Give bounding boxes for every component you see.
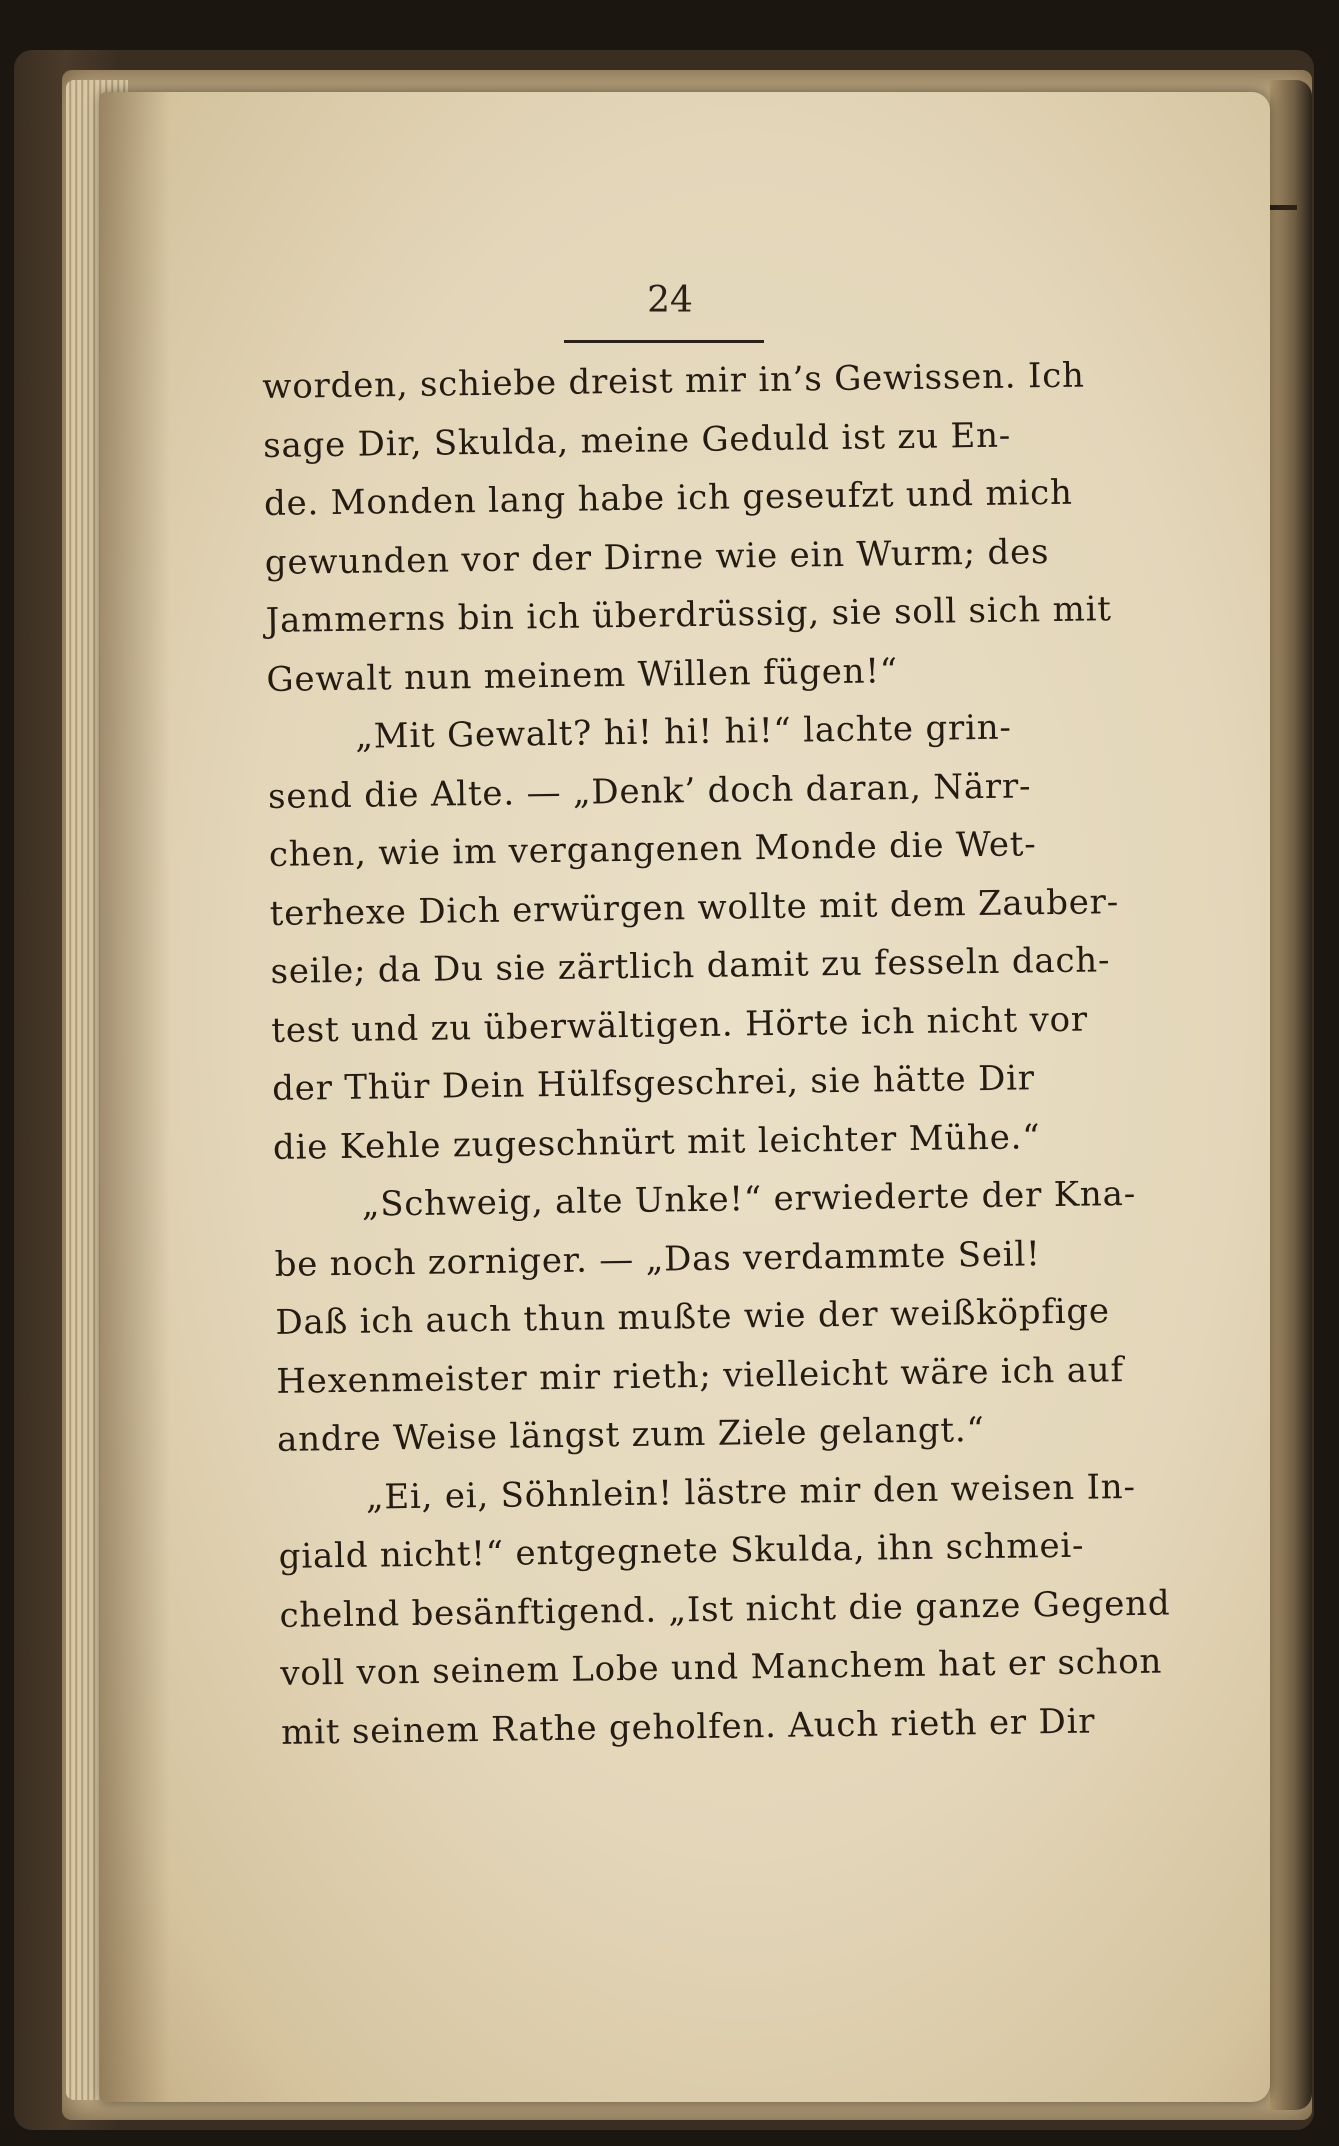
body-text: [262, 346, 1171, 1762]
text-line: gewunden vor der Dirne wie ein Wurm; des: [264, 531, 1050, 583]
text-line: de. Monden lang habe ich geseufzt und mich: [263, 472, 1073, 524]
gutter-shadow: [100, 92, 170, 2102]
text-line: die Kehle zugeschnürt mit leichter Mühe.“: [272, 1116, 1041, 1168]
text-line: giald nicht!“ entgegnete Skulda, ihn schmei-: [278, 1525, 1085, 1577]
text-line: Daß ich auch thun mußte wie der weißköpfige: [275, 1291, 1111, 1343]
header-rule: [564, 340, 764, 343]
text-line: andre Weise längst zum Ziele gelangt.“: [276, 1410, 985, 1460]
text-line: Hexenmeister mir rieth; vielleicht wäre ich auf: [276, 1349, 1125, 1402]
text-line: sage Dir, Skulda, meine Geduld ist zu En-: [262, 415, 1012, 466]
text-line: be noch zorniger. — „Das verdammte Seil!: [274, 1233, 1041, 1285]
text-line: chen, wie im vergangenen Monde die Wet-: [268, 824, 1037, 875]
text-line: worden, schiebe dreist mir in’s Gewissen. Ich: [262, 355, 1086, 407]
text-line: voll von seinem Lobe und Manchem hat er schon: [280, 1641, 1163, 1694]
text-line: send die Alte. — „Denk’ doch daran, Närr-: [267, 765, 1032, 817]
text-line: terhexe Dich erwürgen wollte mit dem Zauber-: [269, 881, 1120, 934]
text-line: „Schweig, alte Unke!“ erwiederte der Kna-: [361, 1173, 1137, 1225]
text-line: Jammerns bin ich überdrüssig, sie soll sich mit: [265, 589, 1113, 641]
page-number: 24: [647, 280, 693, 321]
text-line: der Thür Dein Hülfsgeschrei, sie hätte Dir: [271, 1058, 1036, 1109]
text-line: „Mit Gewalt? hi! hi! hi!“ lachte grin-: [355, 707, 1012, 757]
right-book-edge: [1270, 80, 1312, 2110]
text-line: „Ei, ei, Söhnlein! lästre mir den weisen In-: [365, 1466, 1137, 1518]
text-line: chelnd besänftigend. „Ist nicht die ganze Gegend: [279, 1582, 1171, 1636]
text-line: seile; da Du sie zärtlich damit zu fesseln dach-: [270, 940, 1111, 992]
text-line: test und zu überwältigen. Hörte ich nicht vor: [271, 999, 1089, 1051]
text-line: mit seinem Rathe geholfen. Auch rieth er Dir: [280, 1701, 1096, 1753]
text-line: Gewalt nun meinem Willen fügen!“: [266, 650, 899, 700]
